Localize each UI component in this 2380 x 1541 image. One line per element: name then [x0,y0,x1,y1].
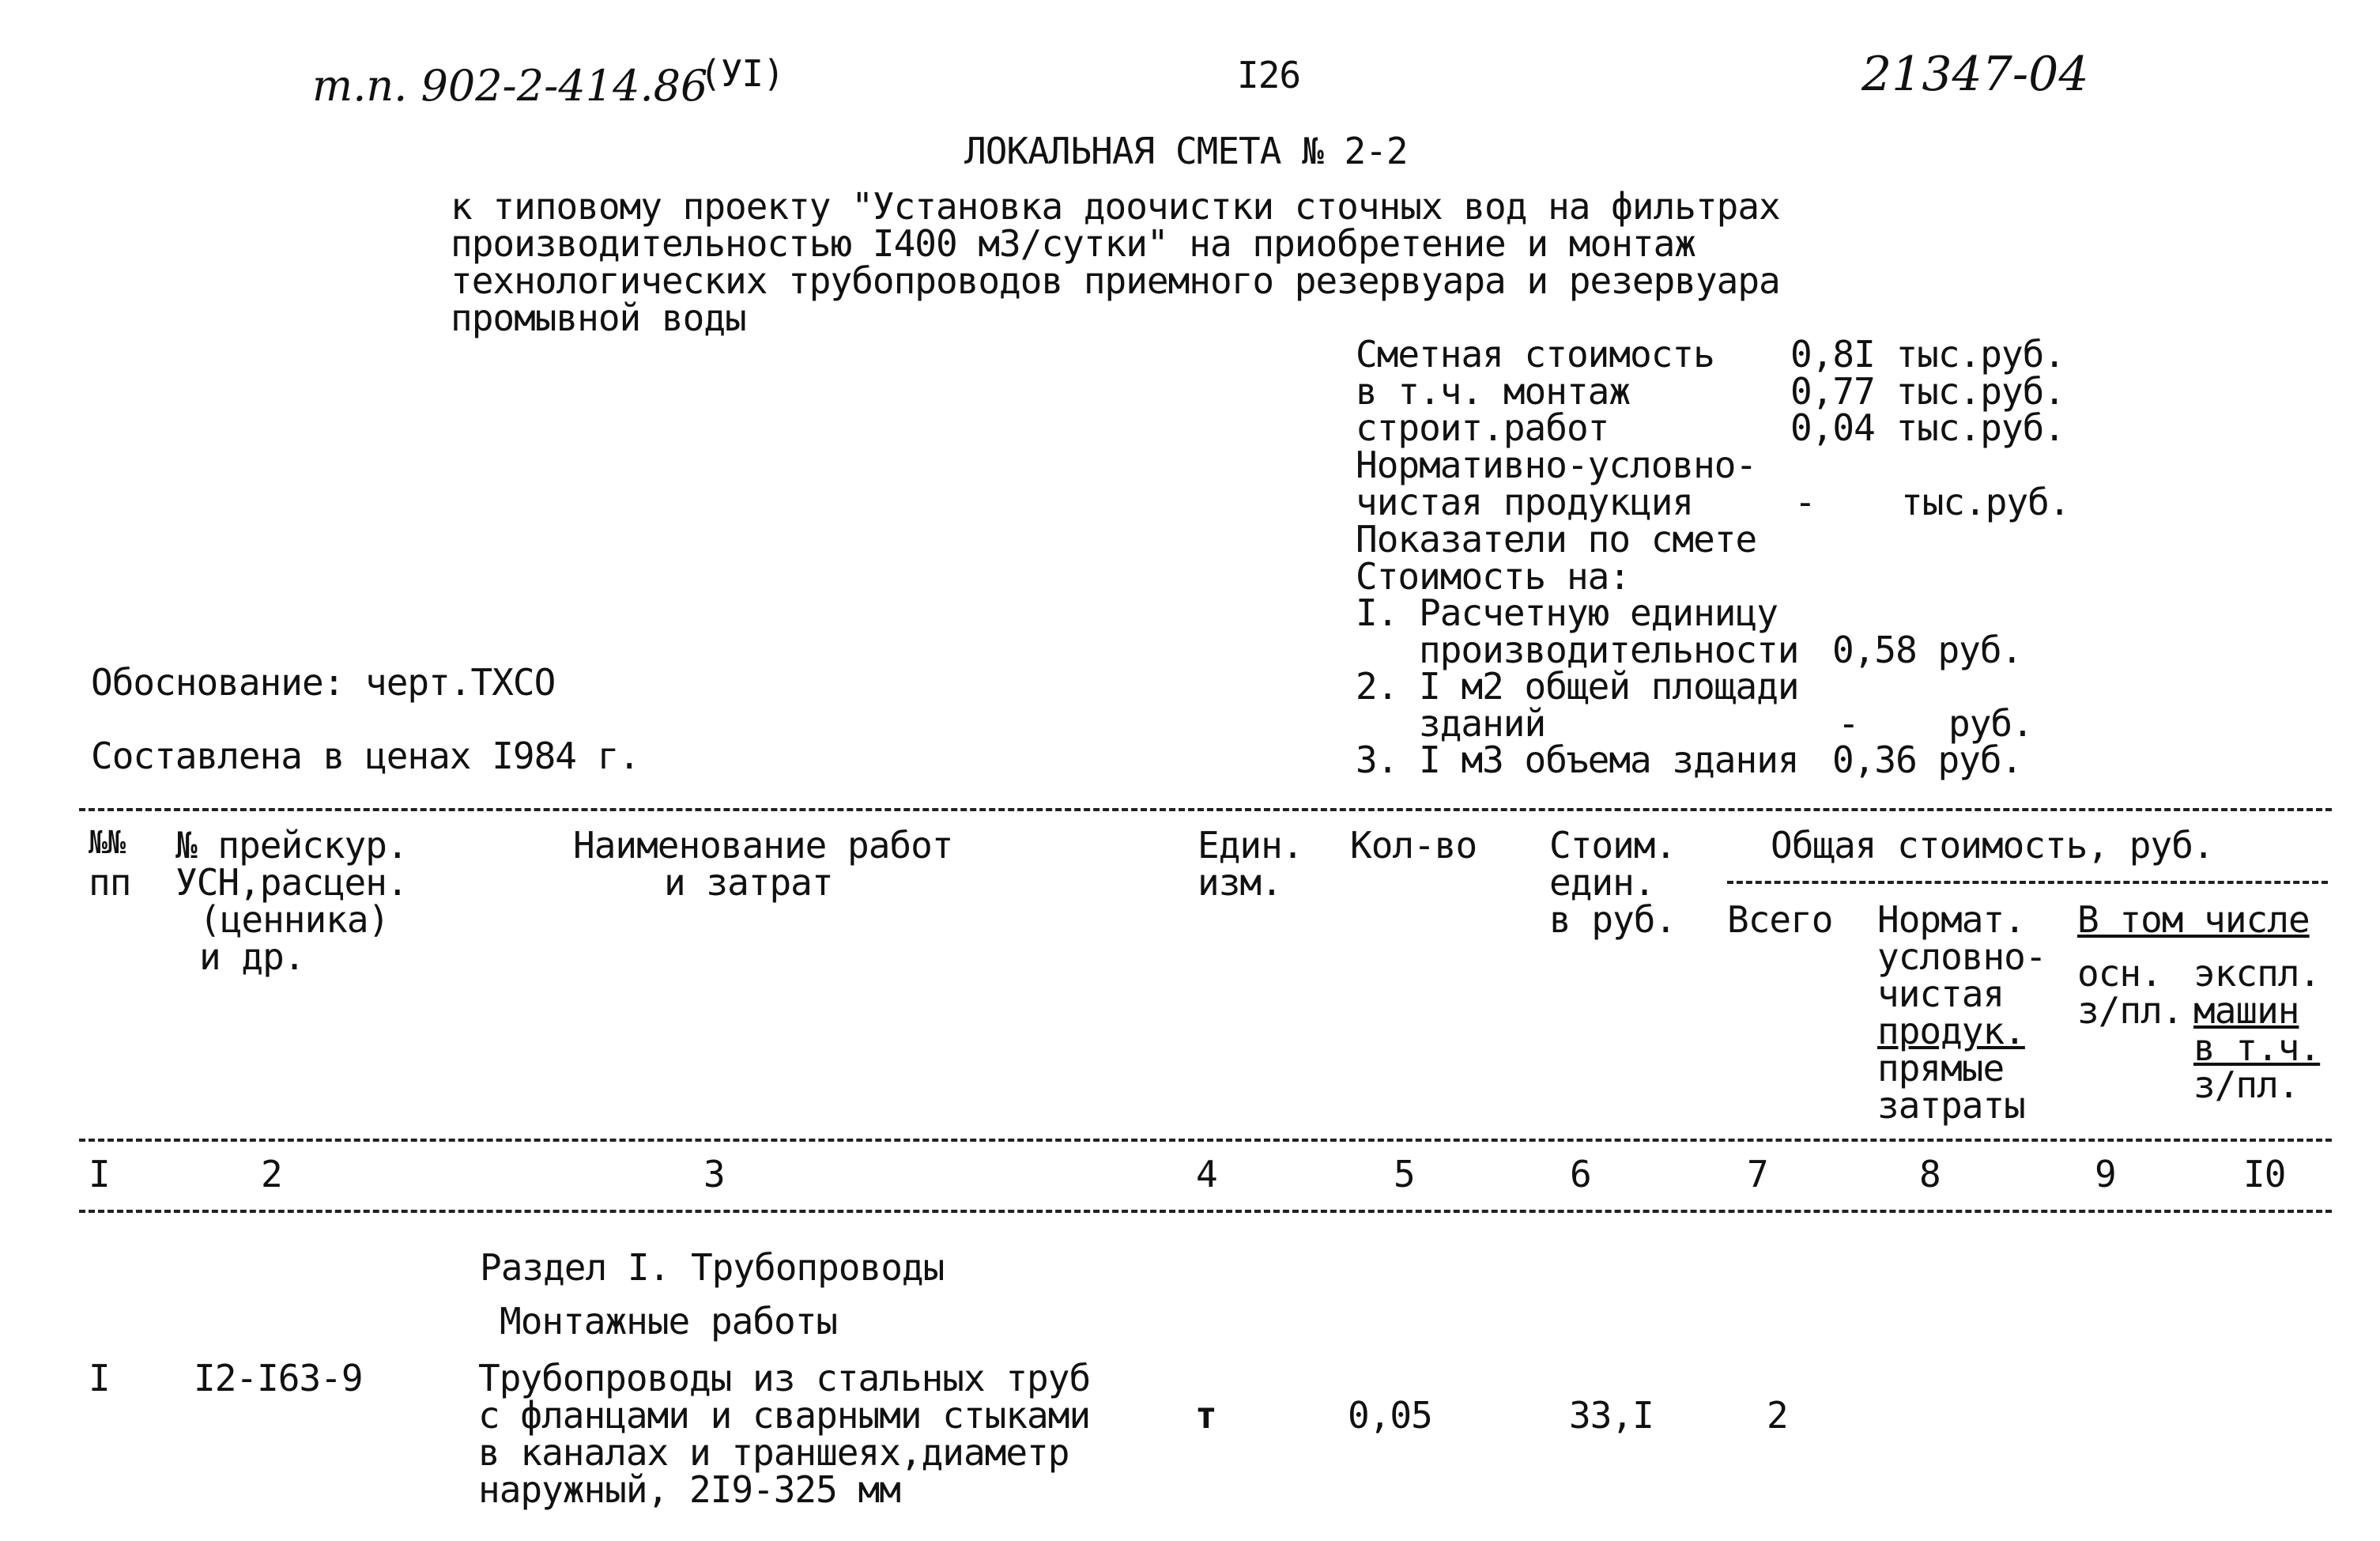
col9-header-a: осн. [2077,952,2162,995]
col9-header-b: з/пл. [2077,989,2183,1032]
col2-header-a: № прейскур. [175,824,408,867]
basis-text: Обоснование: черт.ТХСО [91,661,556,704]
colnum-4: 4 [1196,1153,1217,1195]
col6-header-a: Стоим. [1549,824,1677,867]
summary-indicators-label: Показатели по смете [1356,518,1757,561]
summary-cost-value: 0,8I тыс.руб. [1790,333,2065,376]
summary-item2-value: - [1838,702,1859,745]
colnum-7: 7 [1747,1153,1768,1195]
col3-header-b: и затрат [664,861,833,904]
col2-header-d: и др. [199,935,305,978]
total-group-rule [1727,881,2328,884]
summary-construct-label: строит.работ [1356,406,1609,449]
summary-net-value: - [1794,481,1816,523]
subtitle-line-3: технологических трубопроводов приемного резервуара и резервуара [451,259,1780,302]
col1-header-a: №№ [89,825,126,861]
total-group-header: Общая стоимость, руб. [1771,824,2214,867]
summary-item1-value: 0,58 руб. [1832,629,2023,671]
colnum-10: I0 [2243,1153,2286,1195]
incl-header: В том числе [2077,898,2310,941]
summary-net-label-1: Нормативно-условно- [1356,444,1757,486]
col2-header-c: (ценника) [199,898,390,941]
col4-header-a: Един. [1198,824,1303,867]
summary-item2-b: зданий [1419,702,1546,745]
section-title: Раздел I. Трубопроводы [480,1246,945,1289]
colnum-6: 6 [1570,1153,1591,1195]
col1-header-b: пп [89,861,131,904]
col8-header-b: условно- [1877,935,2046,978]
col10-header-b: машин [2193,989,2299,1032]
col10-header-d: з/пл. [2193,1063,2299,1106]
colnum-9: 9 [2095,1153,2116,1195]
summary-cost-label: Сметная стоимость [1356,333,1714,376]
summary-net-unit: тыс.руб. [1901,481,2070,523]
header-bottom-rule [79,1139,2332,1142]
document-title: ЛОКАЛЬНАЯ СМЕТА № 2-2 [964,130,1408,172]
colnum-2: 2 [261,1153,282,1195]
summary-item3-a: 3. I м3 объема здания [1356,738,1799,781]
col8-header-e: прямые [1877,1047,2005,1090]
colnum-bottom-rule [79,1210,2332,1213]
col2-header-b: УСН,расцен. [175,861,408,904]
col3-header-a: Наименование работ [573,824,953,867]
subtitle-line-1: к типовому проекту "Установка доочистки сточных вод на фильтрах [451,185,1780,228]
col5-header: Кол-во [1350,824,1477,867]
summary-cost-per-label: Стоимость на: [1356,555,1631,598]
volume-mark: (УI) [700,52,784,95]
row1-name-line-2: с фланцами и сварными стыками [478,1394,1091,1437]
subtitle-line-4: промывной воды [451,296,746,339]
col8-header-a: Нормат. [1877,898,2025,941]
row1-total: 2 [1767,1394,1788,1437]
row1-name-line-4: наружный, 2I9-325 мм [478,1468,900,1511]
summary-net-label-2: чистая продукция [1356,481,1694,523]
row1-name-line-1: Трубопроводы из стальных труб [478,1357,1091,1399]
summary-item2-a: 2. I м2 общей площади [1356,665,1799,708]
summary-install-label: в т.ч. монтаж [1356,370,1631,413]
summary-item3-value: 0,36 руб. [1832,738,2023,781]
colnum-8: 8 [1919,1153,1941,1195]
row1-name-line-3: в каналах и траншеях,диаметр [478,1431,1069,1474]
col7-header: Всего [1727,898,1833,941]
page-number: I26 [1237,54,1301,96]
col10-header-a: экспл. [2193,952,2321,995]
col4-header-b: изм. [1198,861,1282,904]
colnum-1: I [89,1153,110,1195]
row1-code: I2-I63-9 [194,1357,363,1399]
summary-item1-a: I. Расчетную единицу [1356,591,1778,634]
row1-qty: 0,05 [1348,1394,1432,1437]
colnum-5: 5 [1394,1153,1415,1195]
col8-header-c: чистая [1877,973,2005,1015]
header-top-rule [79,808,2332,811]
row1-unit-cost: 33,I [1569,1394,1654,1437]
summary-install-value: 0,77 тыс.руб. [1790,370,2065,413]
section-subtitle: Монтажные работы [500,1300,838,1343]
project-code: т.п. 902-2-414.86 [312,61,708,111]
archive-code: 21347-04 [1861,47,2089,102]
row1-no: I [89,1357,110,1399]
subtitle-line-2: производительностью I400 м3/сутки" на приобретение и монтаж [451,222,1695,265]
col8-header-f: затраты [1877,1084,2025,1127]
prices-text: Составлена в ценах I984 г. [91,735,640,777]
summary-item1-b: производительности [1419,629,1799,671]
summary-item2-unit: руб. [1948,702,2033,745]
row1-unit: т [1195,1394,1216,1437]
col6-header-b: един. [1549,861,1655,904]
summary-construct-value: 0,04 тыс.руб. [1790,406,2065,449]
col10-header-c: в т.ч. [2193,1026,2321,1069]
col6-header-c: в руб. [1549,898,1677,941]
colnum-3: 3 [703,1153,725,1195]
col8-header-d: продук. [1877,1010,2025,1052]
